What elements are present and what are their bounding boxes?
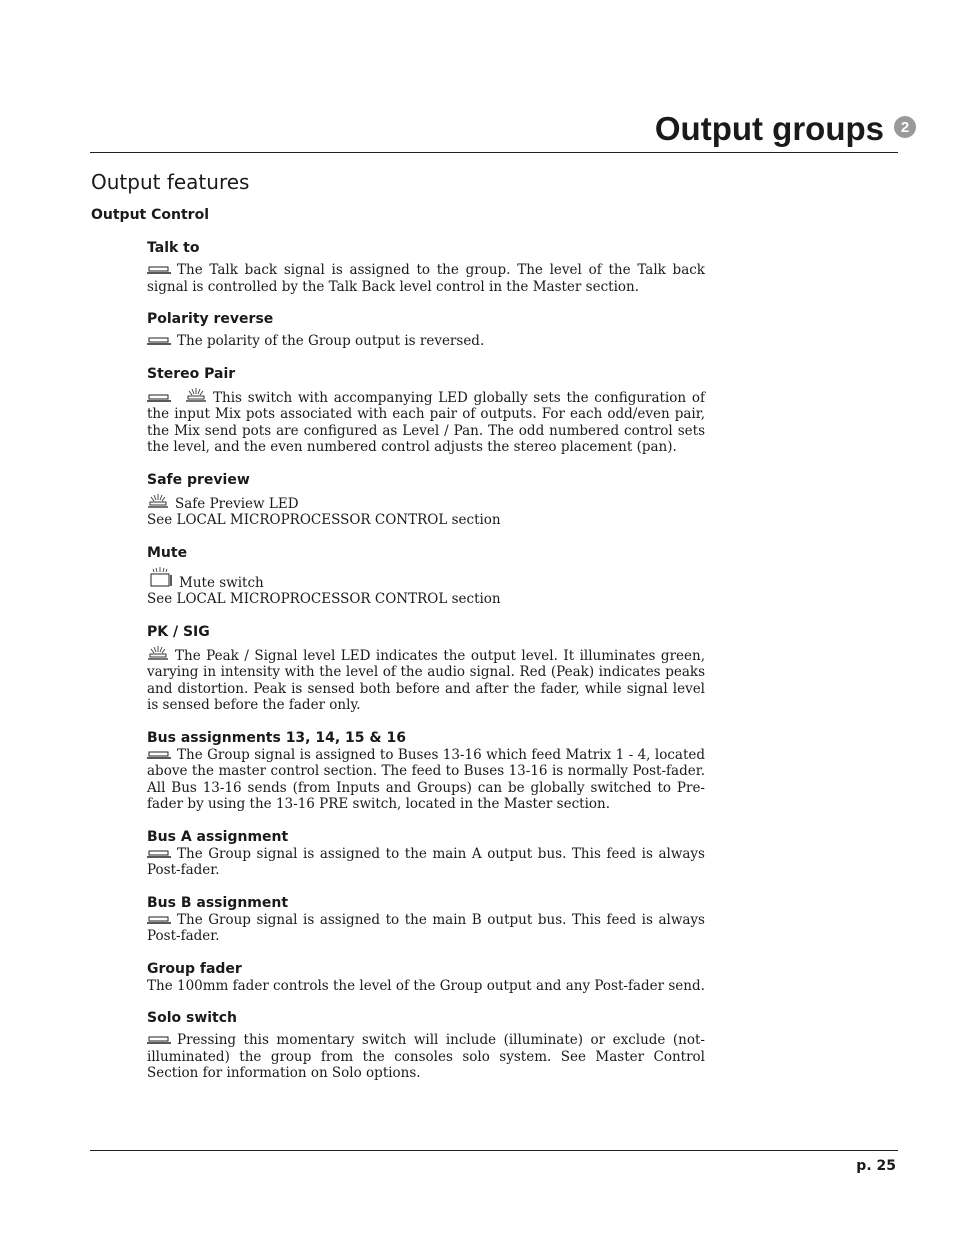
- feature-text: Mute switch: [179, 574, 264, 591]
- footer-rule: [90, 1150, 898, 1151]
- feature-bus-a-assignment: [147, 829, 705, 879]
- feature-pk-sig: [147, 624, 705, 714]
- feature-title: Talk to: [147, 240, 200, 256]
- feature-bus-b-assignment: [147, 895, 705, 945]
- feature-mute: [147, 545, 705, 608]
- switch-icon: [147, 337, 171, 345]
- feature-title: PK / SIG: [147, 623, 210, 640]
- feature-stereo-pair: [147, 366, 705, 456]
- feature-text: The Talk back signal is assigned to the group. The level of the Talk back signal is controlled by the Talk Back level control in the Master section.: [147, 262, 705, 295]
- mute-switch-icon: [147, 567, 173, 587]
- feature-bus-assignments: [147, 730, 705, 813]
- page-title: Output groups: [654, 110, 884, 147]
- switch-icon: [147, 1036, 171, 1044]
- feature-polarity-reverse: [147, 311, 705, 350]
- switch-icon: [147, 266, 171, 274]
- feature-talk-to: [147, 240, 705, 295]
- feature-list: [147, 240, 705, 1098]
- feature-text: The Group signal is assigned to the main B output bus. This feed is always Post-fader.: [147, 911, 705, 944]
- feature-text: The 100mm fader controls the level of the Group output and any Post-fader send.: [147, 977, 705, 994]
- switch-icon: [147, 916, 171, 924]
- chapter-number-badge: 2: [894, 116, 916, 138]
- feature-text: The Group signal is assigned to the main A output bus. This feed is always Post-fader.: [147, 845, 705, 878]
- feature-text: Safe Preview LED: [175, 495, 299, 512]
- feature-title: Bus B assignment: [147, 894, 289, 911]
- feature-text: The polarity of the Group output is reversed.: [177, 333, 485, 349]
- switch-icon: [147, 394, 171, 402]
- page-header: [655, 110, 916, 148]
- feature-group-fader: [147, 961, 705, 995]
- feature-title: Bus assignments 13, 14, 15 & 16: [147, 729, 406, 746]
- feature-solo-switch: [147, 1010, 705, 1082]
- subsection-title: Output Control: [91, 207, 209, 223]
- feature-text: The Group signal is assigned to Buses 13-16 which feed Matrix 1 - 4, located above the master control section. The feed to Buses 13-16 is normally Post-fader. All Bus 13-16 sends (from Inputs and Groups) can be globally switched to Pre-fader by using the 13-16 PRE switch, located in the Master section.: [147, 746, 705, 812]
- feature-title: Solo switch: [147, 1010, 238, 1026]
- led-icon: [147, 646, 169, 660]
- feature-text: This switch with accompanying LED globally sets the configuration of the input Mix pots associated with each pair of outputs. For each odd/even pair, the Mix send pots are configured as Level / Pan. The odd numbered control sets the level, and the even numbered control adjusts the stereo placement (pan).: [147, 389, 705, 455]
- page-number: p. 25: [856, 1158, 896, 1174]
- feature-title: Safe preview: [147, 471, 250, 488]
- feature-title: Stereo Pair: [147, 365, 236, 382]
- switch-icon: [147, 751, 171, 759]
- feature-reference: See LOCAL MICROPROCESSOR CONTROL section: [147, 591, 501, 607]
- feature-safe-preview: [147, 472, 705, 529]
- feature-text: Pressing this momentary switch will include (illuminate) or exclude (not-illuminated) the group from the consoles solo system. See Master Control Section for information on Solo options.: [147, 1032, 705, 1081]
- feature-reference: See LOCAL MICROPROCESSOR CONTROL section: [147, 512, 501, 528]
- feature-title: Polarity reverse: [147, 311, 274, 327]
- feature-text: The Peak / Signal level LED indicates the output level. It illuminates green, varying in intensity with the level of the audio signal. Red (Peak) indicates peaks and distortion. Peak is sensed both before and after the fader, while signal level is sensed before the fader only.: [147, 647, 705, 713]
- feature-title: Group fader: [147, 960, 242, 977]
- switch-icon: [147, 850, 171, 858]
- led-icon: [185, 388, 207, 402]
- led-icon: [147, 494, 169, 508]
- section-title: Output features: [91, 170, 250, 194]
- feature-title: Mute: [147, 544, 188, 561]
- header-rule: [90, 152, 898, 153]
- feature-title: Bus A assignment: [147, 828, 289, 845]
